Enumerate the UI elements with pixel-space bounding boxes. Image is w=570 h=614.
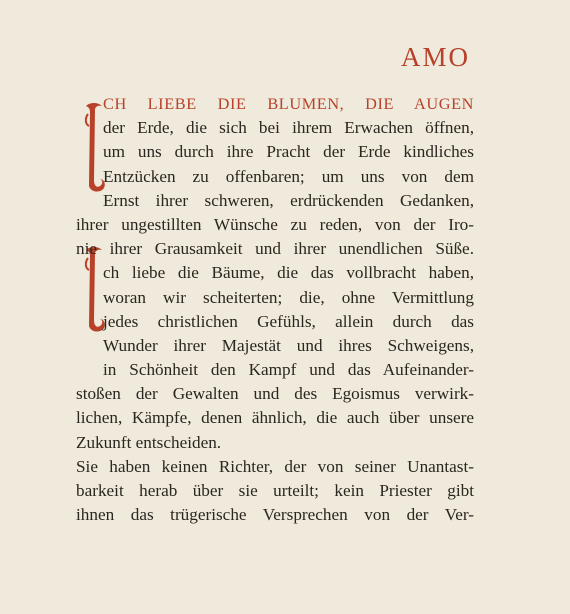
text-line: Entzücken zu offenbaren; um uns von dem [103, 166, 474, 186]
text-line: Sie haben keinen Richter, der von seiner Unantast- [76, 456, 474, 476]
page-title: AMO [400, 42, 470, 72]
text-line: stoßen der Gewalten und des Egoismus verwirk- [76, 384, 474, 404]
text-line: um uns durch ihre Pracht der Erde kindliches [103, 142, 474, 162]
text-line: Wunder ihrer Majestät und ihres Schweigens, [103, 335, 474, 355]
text-line-opening: CH LIEBE DIE BLUMEN, DIE AUGEN [103, 94, 474, 113]
text-line: Zukunft entscheiden. [76, 432, 222, 452]
text-line: barkeit herab über sie urteilt; kein Priester gibt [76, 481, 474, 500]
body-text [76, 92, 474, 527]
text-line: ch liebe die Bäume, die das vollbracht haben, [103, 263, 474, 283]
text-line: ihnen das trügerische Versprechen von der Ver- [76, 505, 474, 525]
text-line: jedes christlichen Gefühls, allein durch das [103, 311, 474, 331]
text-line: lichen, Kämpfe, denen ähnlich, die auch über unsere [76, 408, 474, 428]
text-line: der Erde, die sich bei ihrem Erwachen öffnen, [103, 118, 474, 138]
text-line: in Schönheit den Kampf und das Aufeinander- [103, 360, 474, 380]
text-line: nie ihrer Grausamkeit und ihrer unendlichen Süße. [76, 239, 474, 259]
text-line: ihrer ungestillten Wünsche zu reden, von der Iro- [76, 214, 474, 234]
text-line: Ernst ihrer schweren, erdrückenden Gedanken, [103, 190, 474, 210]
text-line: woran wir scheiterten; die, ohne Vermittlung [103, 287, 474, 307]
